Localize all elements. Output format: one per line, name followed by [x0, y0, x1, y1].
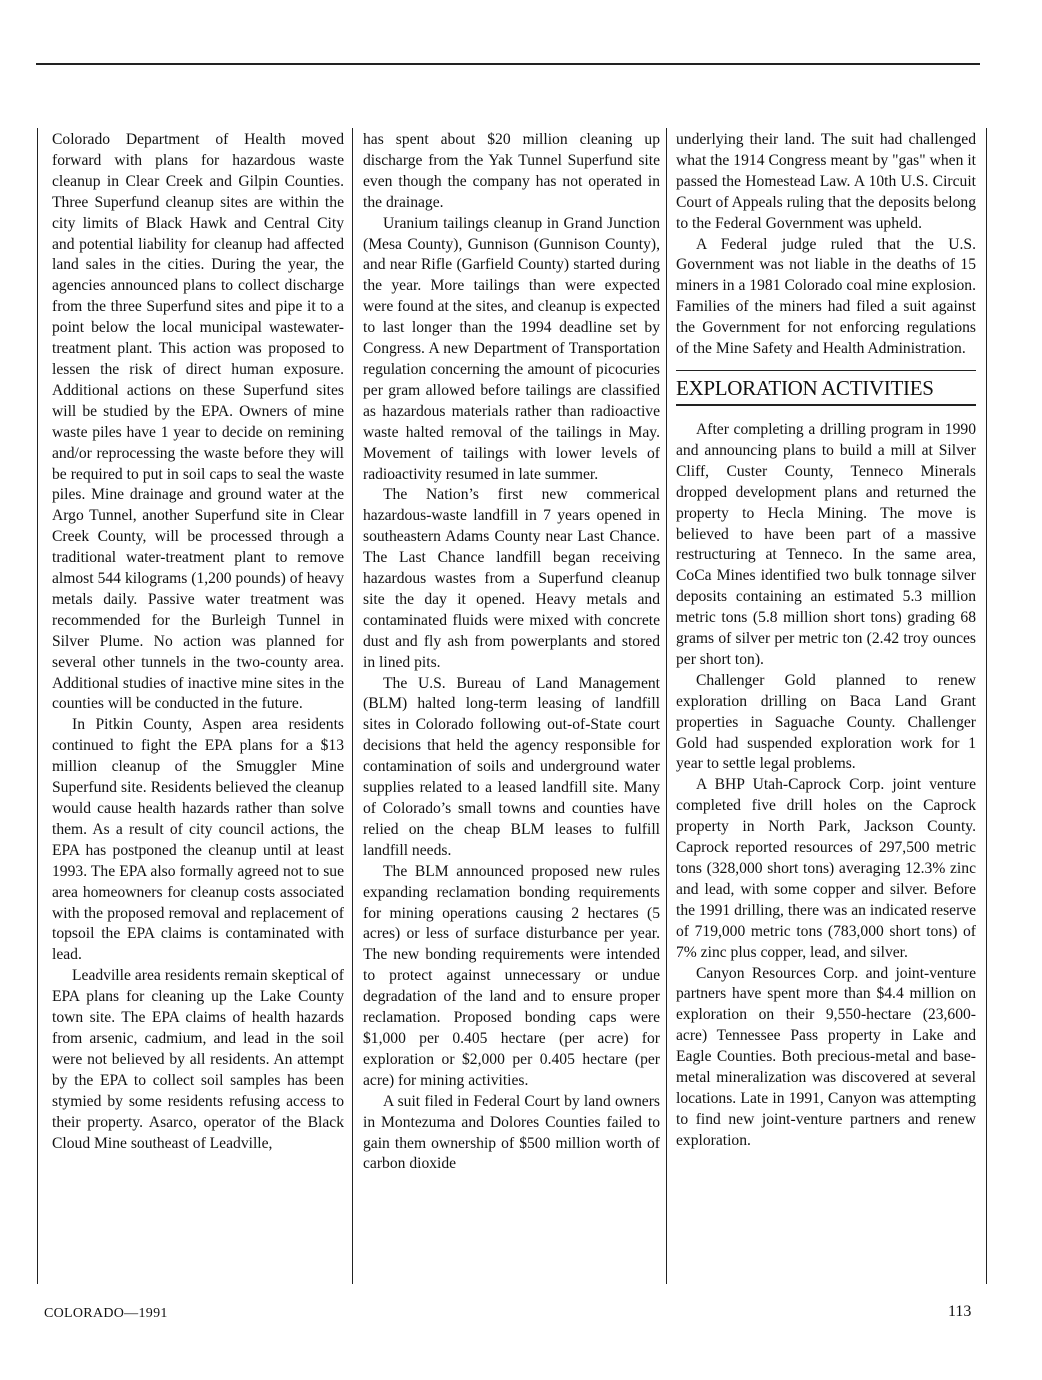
paragraph: Uranium tailings cleanup in Grand Junction (Mesa County), Gunnison (Gunnison County), and near Rifle (Garfield County) started during the year. More tailings than were expected were found at the sites, and cleanup is expected to last longer than the 1994 deadline set by Congress. A new Department of Transportation regulation concerning the amount of picocuries per gram allowed before tailings are classified as hazardous materials rather than radioactive waste halted removal of the tailings in May. Movement of tailings with lower levels of radioactivity resumed in late summer. — [363, 214, 660, 483]
paragraph: Colorado Department of Health moved forward with plans for hazardous waste cleanup in Clear Creek and Gilpin Counties. Three Superfund cleanup sites are within the city limits of Black Hawk and Central City and potential liability for cleanup had affected land sales in the cities. During the year, the agencies announced plans to collect discharge from the three Superfund sites and pipe it to a point below the local municipal wastewater-treatment plant. This action was proposed to lessen the risk of direct human exposure. Additional actions on these Superfund sites will be studied by the EPA. Owners of mine waste piles have 1 year to decide on remining and/or reprocessing the waste before they will be required to put in soil caps to seal the waste piles. Mine drainage and ground water at the Argo Tunnel, another Superfund site in Clear Creek County, will be processed through a traditional water-treatment plant to remove almost 544 kilograms (1,200 pounds) of heavy metals daily. Passive water treatment was recommended for the Burleigh Tunnel in Silver Plume. No action was planned for several other tunnels in the two-county area. Additional studies of inactive mine sites in the counties will be conducted in the future. — [52, 131, 344, 713]
paragraph: Leadville area residents remain skeptical of EPA plans for cleaning up the Lake County town site. The EPA claims of health hazards from arsenic, cadmium, and lead in the soil were not believed by all residents. An attempt by the EPA to collect soil samples has been stymied by some residents refusing access to their property. Asarco, operator of the Black Cloud Mine southeast of Leadville, — [52, 967, 344, 1152]
column-divider-1 — [352, 128, 353, 1284]
paragraph: A suit filed in Federal Court by land owners in Montezuma and Dolores Counties failed to gain them ownership of $500 million worth of carbon dioxide — [363, 1092, 660, 1173]
paragraph: The Nation’s first new commerical hazardous-waste landfill in 7 years opened in southeastern Adams County near Last Chance. The Last Chance landfill began receiving hazardous wastes from a Superfund cleanup site the day it opened. Heavy metals and contaminated fluids were mixed with concrete dust and fly ash from powerplants and stored in lined pits. — [363, 486, 660, 671]
paragraph: After completing a drilling program in 1990 and announcing plans to build a mill at Silver Cliff, Custer County, Tenneco Minerals dropped development plans and returned the property to Hecla Mining. The move is believed to have been part of a massive restructuring at Tenneco. In the same area, CoCa Mines identified two bulk tonnage silver deposits containing an estimated 5.3 million metric tons (5.8 million short tons) grading 68 grams of silver per metric ton (2.42 troy ounces per short ton). — [676, 420, 976, 668]
section-heading: EXPLORATION ACTIVITIES — [676, 370, 976, 406]
paragraph: The BLM announced proposed new rules expanding reclamation bonding requirements for mining operations causing 2 hectares (5 acres) or less of surface disturbance per year. The new bonding requirements were intended to protect against unnecessary or undue degradation of the land and to ensure proper reclamation. Proposed bonding caps were $1,000 per 0.405 hectare (per acre) for exploration or $2,000 per 0.405 hectare (per acre) for mining activities. — [363, 862, 660, 1089]
paragraph: Canyon Resources Corp. and joint-venture partners have spent more than $4.4 million on exploration on their 9,550-hectare (23,600-acre) Tennessee Pass property in Lake and Eagle Counties. Both precious-metal and base-metal mineralization was discovered at several locations. Late in 1991, Canyon was attempting to find new joint-venture partners and renew exploration. — [676, 964, 976, 1149]
column-divider-right — [986, 128, 987, 1284]
column-2 — [363, 130, 660, 1175]
column-divider-left — [37, 128, 38, 1284]
paragraph: has spent about $20 million cleaning up discharge from the Yak Tunnel Superfund site even though the company has not operated in the drainage. — [363, 131, 660, 211]
column-1 — [52, 130, 344, 1154]
running-footer: COLORADO—1991 — [44, 1306, 168, 1321]
paragraph: The U.S. Bureau of Land Management (BLM) halted long-term leasing of landfill sites in Colorado following out-of-State court decisions that held the agency responsible for contamination of soils and underground water supplies related to a leased landfill site. Many of Colorado’s small towns and counties have relied on the cheap BLM leases to fulfill landfill needs. — [363, 674, 660, 859]
paragraph: A Federal judge ruled that the U.S. Government was not liable in the deaths of 15 miners in a 1981 Colorado coal mine explosion. Families of the miners had filed a suit against the Government for not enforcing regulations of the Mine Safety and Health Administration. — [676, 235, 976, 358]
top-rule — [36, 63, 980, 65]
paragraph: underlying their land. The suit had challenged what the 1914 Congress meant by "gas" when it passed the Homestead Law. A 10th U.S. Circuit Court of Appeals ruling that the deposits belong to the Federal Government was upheld. — [676, 131, 976, 232]
page-number: 113 — [948, 1303, 972, 1320]
paragraph: Challenger Gold planned to renew exploration drilling on Baca Land Grant properties in Saguache County. Challenger Gold had suspended exploration work for 1 year to settle legal problems. — [676, 671, 976, 773]
column-3 — [676, 130, 976, 1152]
column-divider-2 — [666, 128, 667, 1284]
paragraph: A BHP Utah-Caprock Corp. joint venture completed five drill holes on the Caprock property in North Park, Jackson County. Caprock reported resources of 297,500 metric tons (328,000 short tons) averaging 12.3% zinc and lead, with some copper and silver. Before the 1991 drilling, there was an indicated reserve of 719,000 metric tons (783,000 short tons) of 7% zinc plus copper, lead, and silver. — [676, 776, 976, 961]
paragraph: In Pitkin County, Aspen area residents continued to fight the EPA plans for a $13 million cleanup of the Smuggler Mine Superfund site. Residents believed the cleanup would cause health hazards rather than solve them. As a result of city council actions, the EPA has postponed the cleanup until at least 1993. The EPA also formally agreed not to sue area homeowners for cleanup costs associated with the proposed removal and replacement of topsoil the EPA claims is contaminated with lead. — [52, 716, 344, 964]
